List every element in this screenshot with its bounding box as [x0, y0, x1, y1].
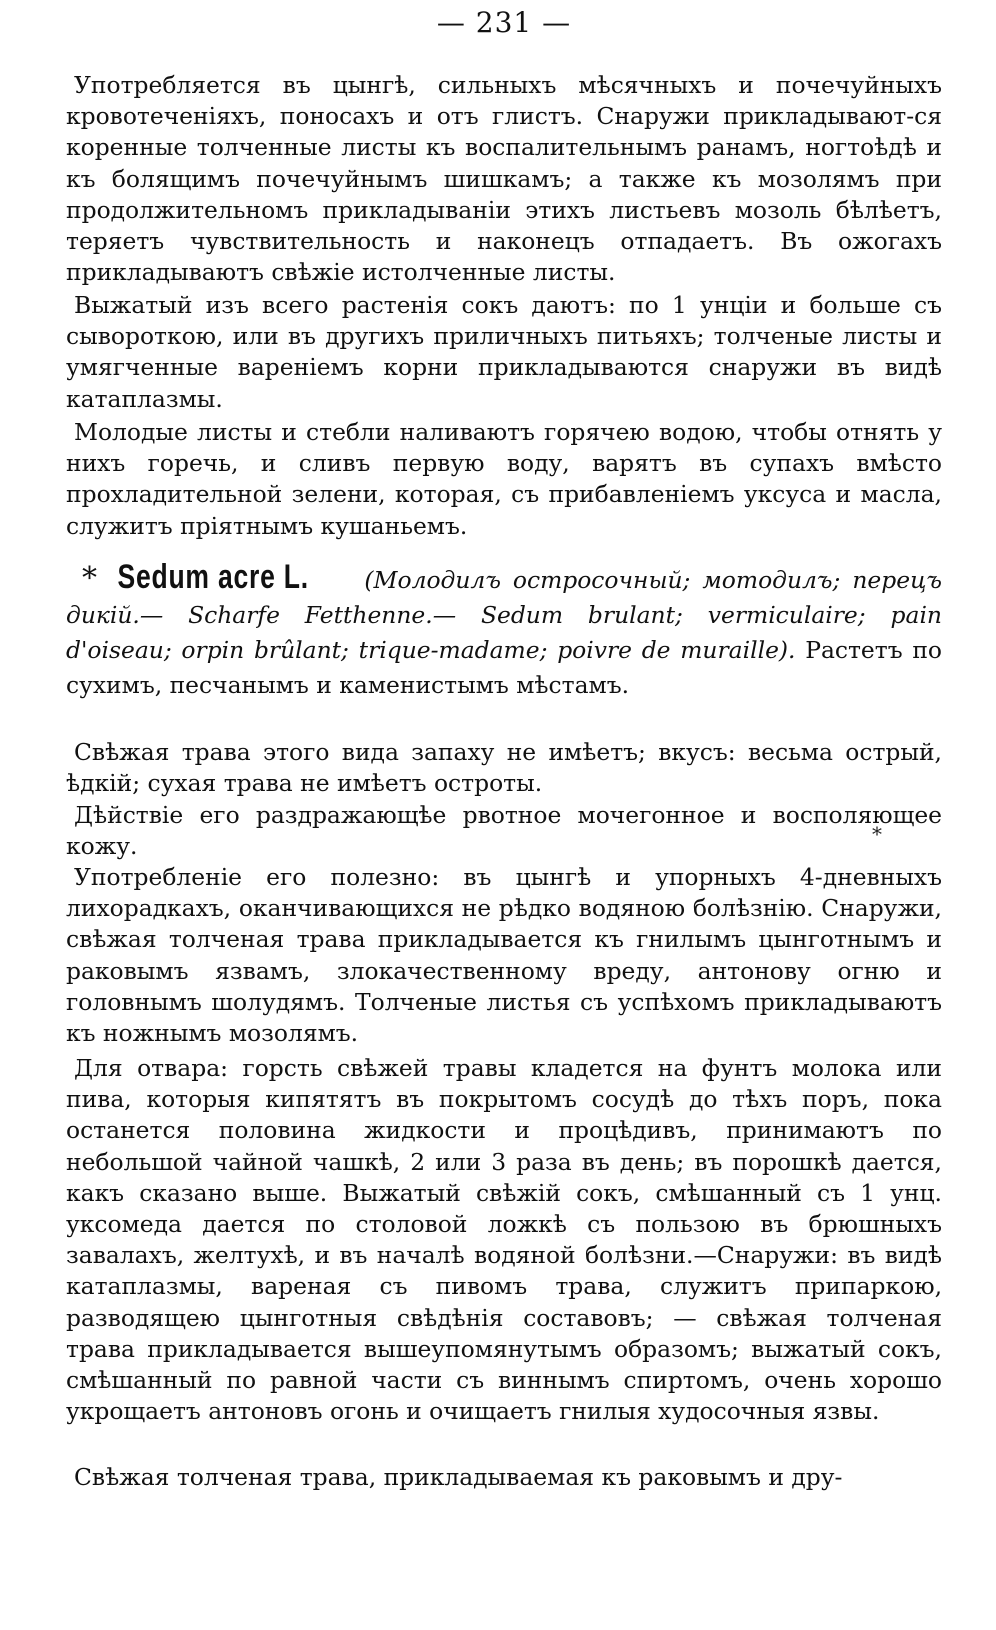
paragraph-continued: Свѣжая толченая трава, прикладываемая къ раковымъ и дру- [74, 1463, 843, 1491]
paragraph-action: Дѣйствіе его раздражающѣе рвотное мочегонное и восполяющее кожу. [66, 801, 942, 861]
species-habitat: Растетъ по сухимъ, песчанымъ и каменистымъ мѣстамъ. [66, 636, 942, 699]
species-asterisk: * [82, 561, 97, 596]
paragraph-application: Употребленіе его полезно: въ цынгѣ и упорныхъ 4-дневныхъ лихорадкахъ, оканчивающихся не рѣдко водяною болѣзнію. Снаружи, свѣжая толченая трава прикладывается къ гнилымъ цынготнымъ и раковымъ язвамъ, злокачественному вреду, антонову огню и головнымъ шолудямъ. Толченые листья съ успѣхомъ прикладываютъ къ ножнымъ мозолямъ. [66, 863, 942, 1048]
paragraph-juice-dosage: Выжатый изъ всего растенія сокъ даютъ: по 1 унціи и больше съ сывороткою, или въ другихъ приличныхъ питьяхъ; толченые листы и умягченные вареніемъ корни прикладываются снаружи въ видѣ катаплазмы. [66, 291, 942, 413]
species-synonyms: (Молодилъ остросочный; мотодилъ; перецъ дикій.— Scharfe Fetthenne.— Sedum brulant; vermiculaire; pain d'oiseau; orpin brûlant; trique-madame; poivre de muraille). [66, 566, 943, 664]
paragraph-taste: Свѣжая трава этого вида запаху не имѣетъ; вкусъ: весьма острый, ѣдкій; сухая трава не имѣетъ остроты. [66, 738, 942, 798]
paragraph-young-leaves: Молодые листы и стебли наливаютъ горячею водою, чтобы отнять у нихъ горечь, и сливъ первую воду, варятъ въ супахъ вмѣсто прохладительной зелени, которая, съ прибавленіемъ уксуса и масла, служитъ пріятнымъ кушаньемъ. [66, 418, 942, 540]
stray-asterisk-mark: * [872, 822, 882, 846]
paragraph-usage-intro: Употребляется въ цынгѣ, сильныхъ мѣсячныхъ и почечуйныхъ кровотеченіяхъ, поносахъ и отъ глистъ. Снаружи прикладывают-ся коренные толченные листы къ воспалительнымъ ранамъ, ногтоѣдѣ и къ болящимъ почечуйнымъ шишкамъ; а также къ мозолямъ при продолжительномъ прикладываніи этихъ листьевъ мозоль бѣлѣетъ, теряетъ чувствительность и наконецъ отпадаетъ. Въ ожогахъ прикладываютъ свѣжіе истолченные листы. [66, 71, 942, 287]
page-number: — 231 — [436, 6, 572, 39]
species-entry [66, 560, 942, 703]
species-name: Sedum acre L. [117, 558, 309, 596]
paragraph-decoction: Для отвара: горсть свѣжей травы кладется на фунтъ молока или пива, которыя кипятятъ въ покрытомъ сосудѣ до тѣхъ поръ, пока останется половина жидкости и процѣдивъ, принимаютъ по небольшой чайной чашкѣ, 2 или 3 раза въ день; въ порошкѣ дается, какъ сказано выше. Выжатый свѣжій сокъ, смѣшанный съ 1 унц. уксомеда дается по столовой ложкѣ съ пользою въ брюшныхъ завалахъ, желтухѣ, и въ началѣ водяной болѣзни.—Снаружи: въ видѣ катаплазмы, вареная съ пивомъ трава, служитъ припаркою, разводящею цынготныя свѣдѣнія составовъ; — свѣжая толченая трава прикладывается вышеупомянутымъ образомъ; выжатый сокъ, смѣшанный по равной части съ виннымъ спиртомъ, очень хорошо укрощаетъ антоновъ огонь и очищаетъ гнилыя худосочныя язвы. [66, 1054, 942, 1426]
book-page [66, 0, 942, 1630]
